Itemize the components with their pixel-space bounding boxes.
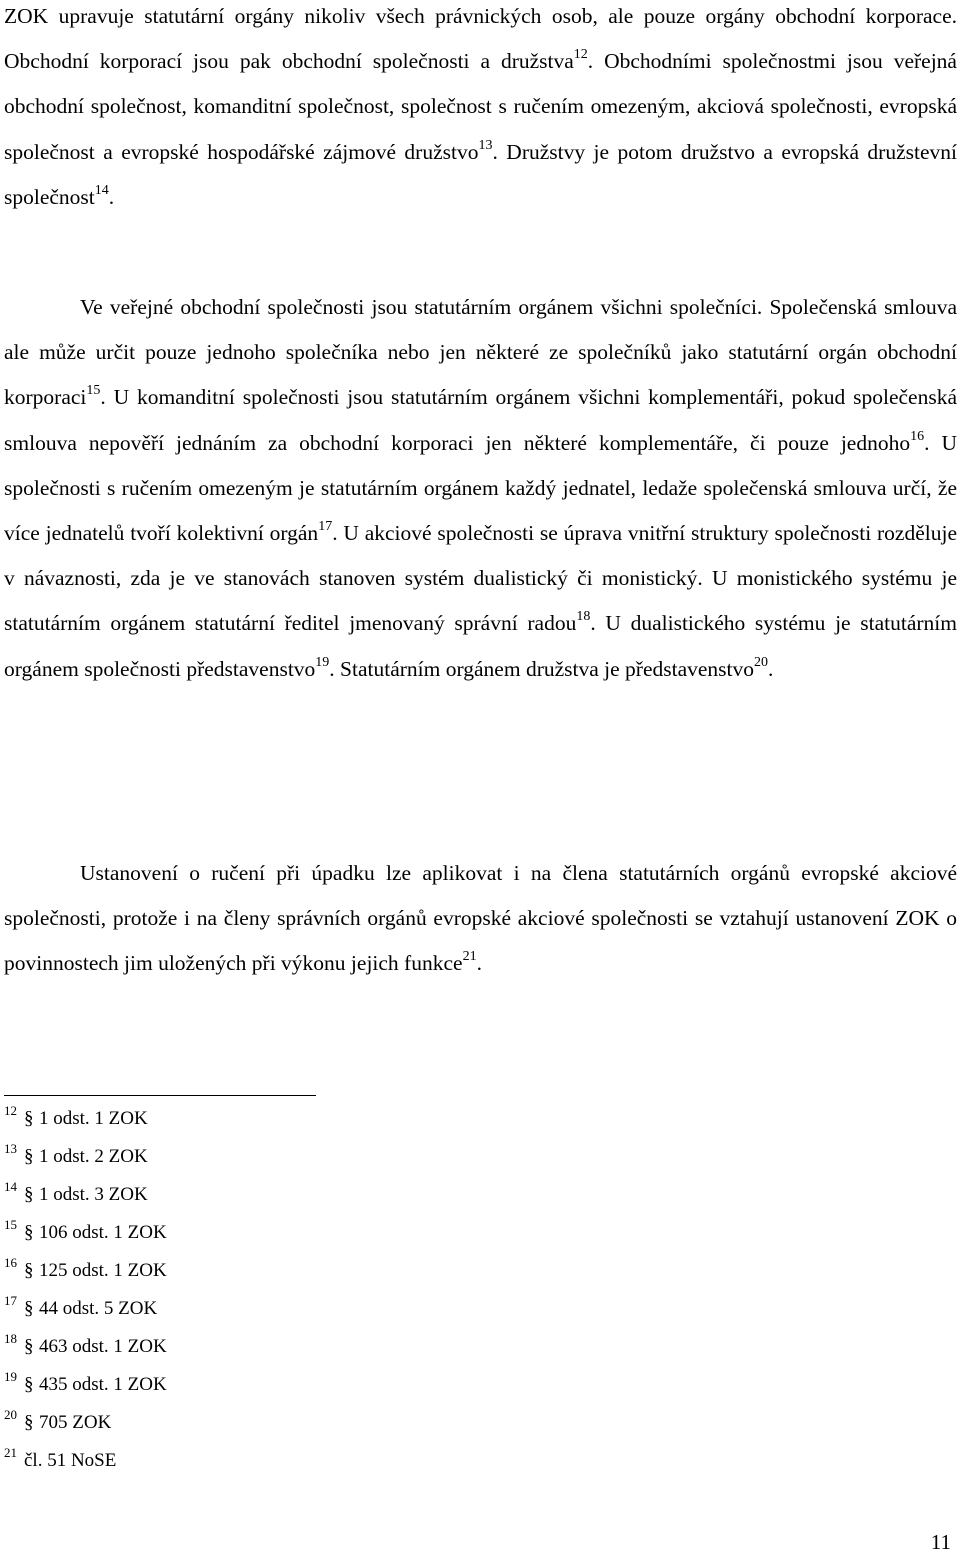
footnote-item (4, 1214, 604, 1252)
footnote-item (4, 1290, 604, 1328)
paragraph-1-text-c: . Družstvy je potom družstvo a evropská družstevní společnost (4, 139, 957, 209)
footnote-item (4, 1442, 604, 1480)
page-number: 11 (930, 1530, 951, 1554)
footnote-text: 1 odst. 1 ZOK (39, 1108, 148, 1129)
footnote-number: 14 (4, 1179, 17, 1194)
paragraph-2-text-b: . U komanditní společnosti jsou statutárním orgánem všichni komplementáři, pokud společenská smlouva nepověří jednáním za obchodní korporaci jen některé komplementáře, či pouze jednoho (4, 385, 957, 455)
footnote-number: 15 (4, 1217, 17, 1232)
footnote-item (4, 1138, 604, 1176)
footnote-number: 18 (4, 1331, 17, 1346)
footnote-ref-12[interactable]: 12 (573, 47, 588, 63)
footnote-item (4, 1366, 604, 1404)
footnotes-list (4, 1100, 604, 1480)
footnote-number: 19 (4, 1369, 17, 1384)
footnote-ref-18[interactable]: 18 (576, 609, 591, 625)
footnote-ref-16[interactable]: 16 (910, 428, 925, 444)
paragraph-1-text-b: . Obchodními společnostmi jsou veřejná obchodní společnost, komanditní společnost, společnost s ručením omezeným, akciová společnosti, evropská společnost a evropské hospodářské zájmové družstvo (4, 49, 957, 164)
paragraph-1-text-a: ZOK upravuje statutární orgány nikoliv všech právnických osob, ale pouze orgány obchodní korporace. Obchodní korporací jsou pak obchodní společnosti a družstva (4, 4, 957, 74)
footnote-number: 12 (4, 1103, 17, 1118)
footnote-ref-20[interactable]: 20 (754, 654, 769, 670)
footnote-ref-21[interactable]: 21 (462, 949, 477, 965)
footnote-number: 17 (4, 1293, 17, 1308)
footnote-text: 106 odst. 1 ZOK (39, 1222, 167, 1243)
footnote-ref-13[interactable]: 13 (478, 137, 493, 153)
paragraph-2-text-c: . U společnosti s ručením omezeným je statutárním orgánem každý jednatel, ledaže společenská smlouva určí, že více jednatelů tvoří kolektivní orgán (4, 430, 957, 546)
paragraph-1 (4, 0, 957, 220)
paragraph-3-text-b: . (476, 951, 482, 976)
footnote-ref-19[interactable]: 19 (315, 654, 330, 670)
section-sign: § (24, 1260, 34, 1281)
footnote-text: 1 odst. 2 ZOK (39, 1146, 148, 1167)
section-sign: § (24, 1184, 34, 1205)
paragraph-1-text-d: . (108, 184, 115, 209)
paragraph-2-text-f: . Statutárním orgánem družstva je představenstvo (329, 656, 755, 681)
footnote-text: 44 odst. 5 ZOK (39, 1298, 158, 1319)
paragraph-2-text-e: . U dualistického systému je statutárním orgánem společnosti představenstvo (4, 611, 957, 681)
section-sign: § (24, 1108, 34, 1129)
footnote-ref-17[interactable]: 17 (318, 519, 333, 535)
footnote-text: čl. 51 NoSE (24, 1450, 117, 1471)
section-sign: § (24, 1374, 34, 1395)
section-sign: § (24, 1146, 34, 1167)
footnote-text: 463 odst. 1 ZOK (39, 1336, 167, 1357)
footnote-item (4, 1328, 604, 1366)
footnote-item (4, 1252, 604, 1290)
footnote-item (4, 1404, 604, 1442)
footnote-separator (4, 1095, 316, 1096)
footnote-item (4, 1176, 604, 1214)
footnote-number: 21 (4, 1445, 17, 1460)
footnote-ref-14[interactable]: 14 (94, 182, 109, 198)
section-sign: § (24, 1336, 34, 1357)
paragraph-2-text-g: . (768, 656, 774, 681)
section-sign: § (24, 1298, 34, 1319)
footnote-text: 435 odst. 1 ZOK (39, 1374, 167, 1395)
footnote-item (4, 1100, 604, 1138)
footnote-text: 125 odst. 1 ZOK (39, 1260, 167, 1281)
paragraph-2-text-d: . U akciové společnosti se úprava vnitřní struktury společnosti rozděluje v návaznosti, zda je ve stanovách stanoven systém dualistický či monistický. U monistického systému je statutárním orgánem statutární ředitel jmenovaný správní radou (4, 521, 957, 636)
section-sign: § (24, 1412, 34, 1433)
paragraph-2-text-a: Ve veřejné obchodní společnosti jsou statutárním orgánem všichni společníci. Společenská smlouva ale může určit pouze jednoho společníka nebo jen některé ze společníků jako statutární orgán obchodní korporaci (4, 295, 957, 410)
footnote-number: 20 (4, 1407, 17, 1422)
footnote-number: 16 (4, 1255, 17, 1270)
paragraph-3-text-a: Ustanovení o ručení při úpadku lze aplikovat i na člena statutárních orgánů evropské akciové společnosti, protože i na členy správních orgánů evropské akciové společnosti se vztahují ustanovení ZOK o povinnostech jim uložených při výkonu jejich funkce (4, 861, 957, 976)
footnote-text: 705 ZOK (39, 1412, 112, 1433)
section-sign: § (24, 1222, 34, 1243)
paragraph-3 (4, 851, 957, 987)
footnote-ref-15[interactable]: 15 (86, 383, 101, 399)
paragraph-2 (4, 285, 957, 692)
footnote-text: 1 odst. 3 ZOK (39, 1184, 148, 1205)
footnote-number: 13 (4, 1141, 17, 1156)
